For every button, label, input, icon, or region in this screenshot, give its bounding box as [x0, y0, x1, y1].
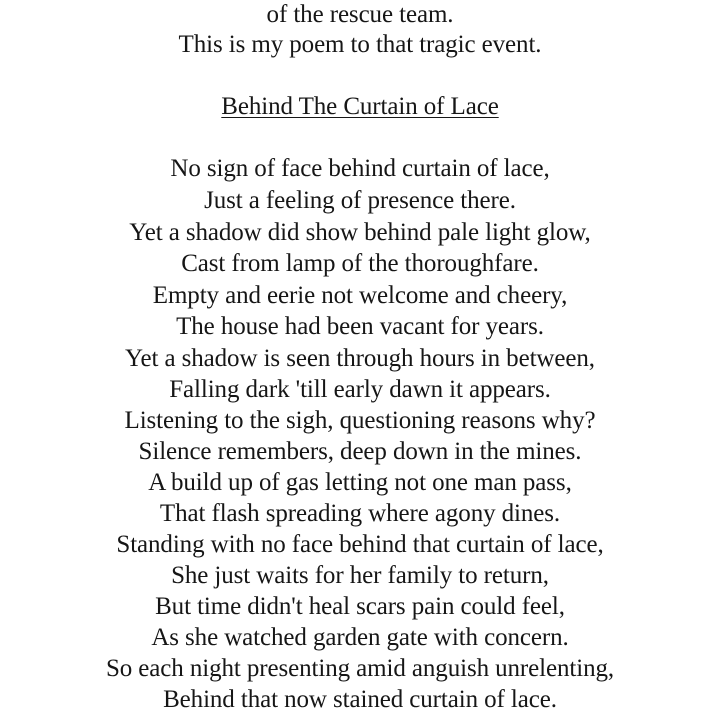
- poem-line: Behind that now stained curtain of lace.: [163, 686, 557, 713]
- poem-line: That flash spreading where agony dines.: [159, 500, 561, 527]
- poem-line: Empty and eerie not welcome and cheery,: [152, 282, 568, 309]
- poem-line: She just waits for her family to return,: [171, 562, 549, 589]
- poem-line: But time didn't heal scars pain could feel,: [155, 593, 565, 620]
- poem-line: Cast from lamp of the thoroughfare.: [181, 250, 539, 277]
- poem-line: So each night presenting amid anguish unrelenting,: [105, 655, 615, 682]
- poem-line: Just a feeling of presence there.: [204, 187, 516, 214]
- poem-line: Silence remembers, deep down in the mines.: [138, 438, 582, 465]
- poem-line: Standing with no face behind that curtain of lace,: [116, 531, 604, 558]
- poem-line: The house had been vacant for years.: [176, 313, 544, 340]
- intro-line: of the rescue team.: [266, 1, 454, 28]
- poem-line: Listening to the sigh, questioning reasons why?: [124, 407, 596, 434]
- intro-line: This is my poem to that tragic event.: [178, 31, 542, 58]
- poem-line: Falling dark 'till early dawn it appears.: [169, 376, 551, 403]
- poem-line: Yet a shadow is seen through hours in between,: [125, 345, 595, 372]
- poem-line: Yet a shadow did show behind pale light glow,: [129, 219, 591, 246]
- poem-line: As she watched garden gate with concern.: [151, 624, 569, 651]
- poem-line: A build up of gas letting not one man pass,: [148, 469, 572, 496]
- poem-title: Behind The Curtain of Lace: [221, 93, 499, 120]
- poem-line: No sign of face behind curtain of lace,: [170, 155, 550, 182]
